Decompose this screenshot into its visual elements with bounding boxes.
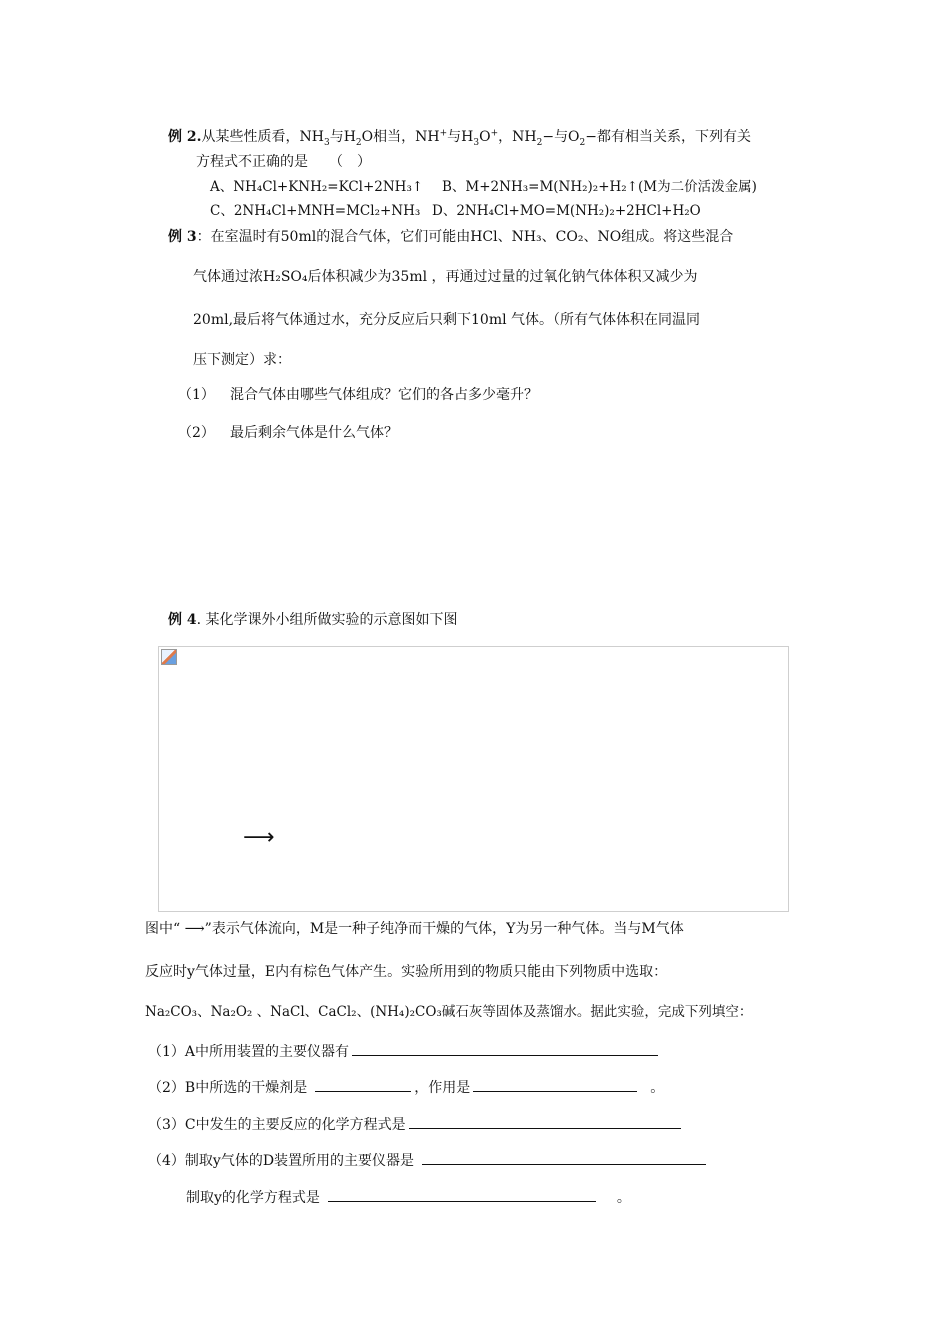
fill-1: （1）A中所用装置的主要仪器有 [148,1040,661,1061]
ex3-line4: 压下测定）求： [193,352,291,368]
fill-3: （3）C中发生的主要反应的化学方程式是 [148,1113,684,1134]
fill-4: （4）制取y气体的D装置所用的主要仪器是 [148,1149,709,1170]
ex4-label: 例 4 [168,612,197,628]
fill-3-blank[interactable] [409,1113,681,1129]
ex3-q2: 最后剩余气体是什么气体？ [230,425,398,441]
ex3-line2: 气体通过浓H₂SO₄后体积减少为35ml ，再通过过量的过氧化钠气体体积又减少为 [193,269,698,285]
ex3-line3: 20ml,最后将气体通过水，充分反应后只剩下10ml 气体。（所有气体体积在同温同 [193,312,701,328]
ex3-q1: 混合气体由哪些气体组成？它们的各占多少毫升？ [230,387,538,403]
gas-flow-arrow-icon: ⟶ [243,825,275,850]
fill-2-blank-desiccant[interactable] [315,1076,411,1092]
broken-image-icon [161,649,177,665]
ex2-stem-line2: 方程式不正确的是 （ ） [196,154,371,170]
fill-2: （2）B中所选的干燥剂是 ，作用是 。 [148,1076,664,1097]
ex3-q2-number: （2） [178,425,215,441]
experiment-figure [158,646,789,912]
ex2-stem-line1: 例 2.从某些性质看，$NH_3$与$H_2O$相当，NH+与$H_3O^+$，$NH_2-$与$O_2-$都有相当关系，下列有关 [168,128,752,148]
ex2-option-c: C、2NH₄Cl+MNH=MCl₂+NH₃ [210,203,421,219]
fill-1-blank[interactable] [352,1040,658,1056]
fill-5-blank[interactable] [328,1186,596,1202]
ex4-desc-line3: Na₂CO₃、Na₂O₂ 、NaCl、CaCl₂、(NH₄)₂CO₃碱石灰等固体及蒸馏水。据此实验，完成下列填空： [145,1004,753,1020]
fill-4-blank[interactable] [422,1149,706,1165]
fill-2-blank-purpose[interactable] [473,1076,637,1092]
ex3-q1-number: （1） [178,387,215,403]
ex2-option-d: D、2NH₄Cl+MO=M(NH₂)₂+2HCl+H₂O [432,203,701,219]
ex4-desc-line2: 反应时y气体过量，E内有棕色气体产生。实验所用到的物质只能由下列物质中选取： [145,964,668,980]
ex2-option-a: A、NH₄Cl+KNH₂=KCl+2NH₃↑ [210,179,424,195]
ex2-option-b: B、M+2NH₃=M(NH₂)₂+H₂↑(M为二价活泼金属) [442,179,757,195]
ex4-title: 例 4. 某化学课外小组所做实验的示意图如下图 [168,612,458,628]
ex3-line1: 例 3：在室温时有50ml的混合气体，它们可能由HCl、NH₃、CO₂、NO组成。将这些混合 [168,229,734,245]
ex2-label: 例 2. [168,129,202,145]
ex3-label: 例 3 [168,229,197,245]
fill-5: 制取y的化学方程式是 。 [186,1186,631,1207]
ex4-desc-line1: 图中“ ⟶”表示气体流向，M是一种子纯净而干燥的气体，Y为另一种气体。当与M气体 [145,921,684,937]
